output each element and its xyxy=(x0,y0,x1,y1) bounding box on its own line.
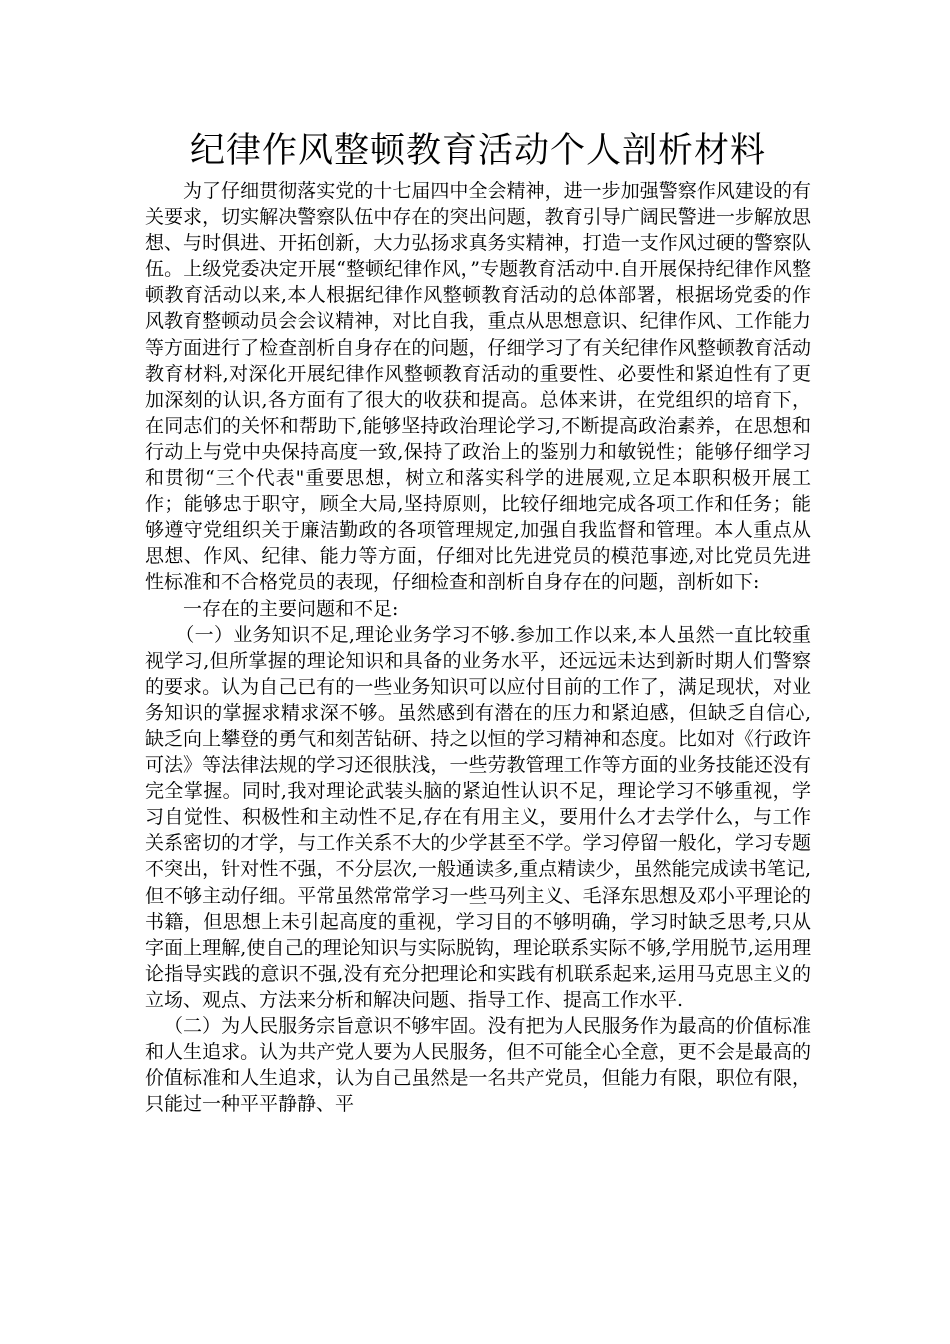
intro-paragraph: 为了仔细贯彻落实党的十七届四中全会精神，进一步加强警察作风建设的有关要求，切实解决警察队伍中存在的突出问题，教育引导广阔民警进一步解放思想、与时俱进、开拓创新，大力弘扬求真务实精神，打造一支作风过硬的警察队伍。上级党委决定开展“整顿纪律作风，”专题教育活动中.自开展保持纪律作风整顿教育活动以来,本人根据纪律作风整顿教育活动的总体部署，根据场党委的作风教育整顿动员会会议精神，对比自我，重点从思想意识、纪律作风、工作能力等方面进行了检查剖析自身存在的问题，仔细学习了有关纪律作风整顿教育活动教育材料,对深化开展纪律作风整顿教育活动的重要性、必要性和紧迫性有了更加深刻的认识,各方面有了很大的收获和提高。总体来讲，在党组织的培育下，在同志们的关怀和帮助下,能够坚持政治理论学习,不断提高政治素养，在思想和行动上与党中央保持高度一致,保持了政治上的鉴别力和敏锐性；能够仔细学习和贯彻“三个代表"重要思想，树立和落实科学的进展观,立足本职积极开展工作；能够忠于职守，顾全大局,坚持原则，比较仔细地完成各项工作和任务；能够遵守党组织关于廉洁勤政的各项管理规定,加强自我监督和管理。本人重点从思想、作风、纪律、能力等方面，仔细对比先进党员的模范事迹,对比党员先进性标准和不合格党员的表现，仔细检查和剖析自身存在的问题，剖析如下: xyxy=(145,180,811,594)
section-heading: 一存在的主要问题和不足: xyxy=(183,597,399,620)
problem-two-paragraph: （二）为人民服务宗旨意识不够牢固。没有把为人民服务作为最高的价值标准和人生追求。认为共产党人要为人民服务，但不可能全心全意，更不会是最高的价值标准和人生追求，认为自己虽然是一名共产党员，但能力有限，职位有限，只能过一种平平静静、平 xyxy=(145,1015,811,1116)
problem-one-paragraph: （一）业务知识不足,理论业务学习不够.参加工作以来,本人虽然一直比较重视学习,但所掌握的理论知识和具备的业务水平，还远远未达到新时期人们警察的要求。认为自己已有的一些业务知识可以应付目前的工作了，满足现状，对业务知识的掌握求精求深不够。虽然感到有潜在的压力和紧迫感，但缺乏自信心,缺乏向上攀登的勇气和刻苦钻研、持之以恒的学习精神和态度。比如对《行政许可法》等法律法规的学习还很肤浅，一些劳教管理工作等方面的业务技能还没有完全掌握。同时,我对理论武装头脑的紧迫性认识不足，理论学习不够重视，学习自觉性、积极性和主动性不足,存在有用主义，要用什么才去学什么，与工作关系密切的才学，与工作关系不大的少学甚至不学。学习停留一般化，学习专题不突出，针对性不强，不分层次,一般通读多,重点精读少，虽然能完成读书笔记,但不够主动仔细。平常虽然常常学习一些马列主义、毛泽东思想及邓小平理论的书籍，但思想上未引起高度的重视，学习目的不够明确，学习时缺乏思考,只从字面上理解,使自己的理论知识与实际脱钩，理论联系实际不够,学用脱节,运用理论指导实践的意识不强,没有充分把理论和实践有机联系起来,运用马克思主义的立场、观点、方法来分析和解决问题、指导工作、提高工作水平. xyxy=(145,623,811,1011)
document-title: 纪律作风整顿教育活动个人剖析材料 xyxy=(189,131,766,171)
document-page xyxy=(145,128,811,1117)
